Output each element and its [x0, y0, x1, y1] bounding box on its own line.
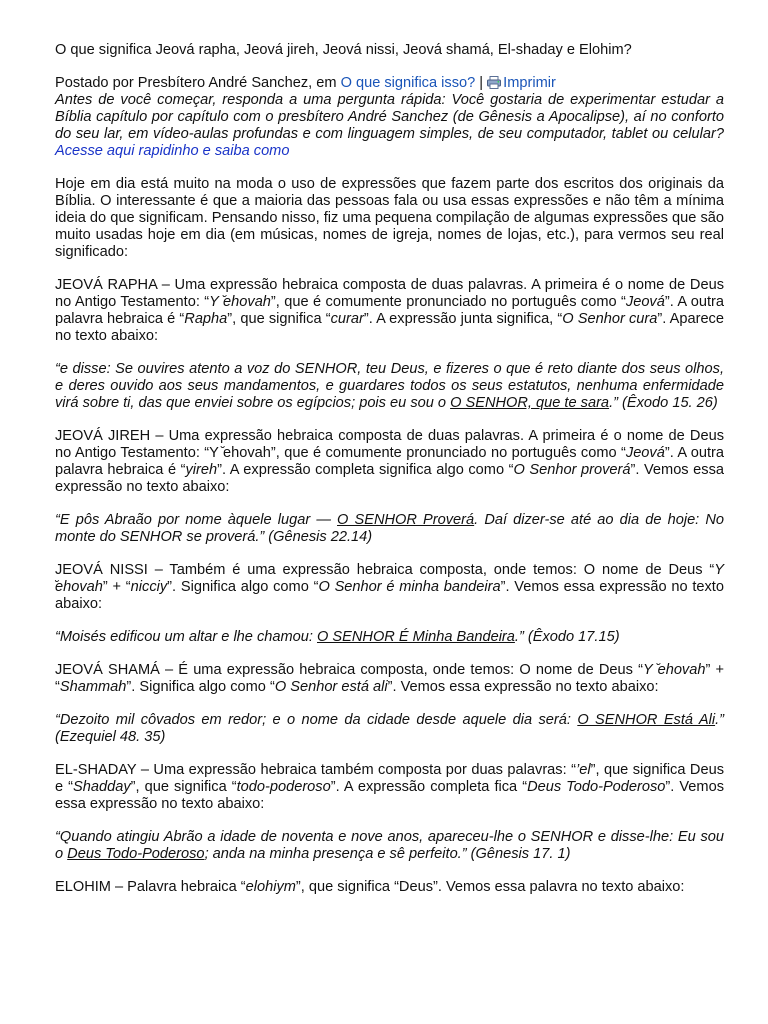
rapha-verse [55, 361, 724, 412]
nissi-verse-ref: .” (Êxodo 17.15) [514, 629, 620, 645]
shama-term-yehovah: Y ̆ehovah [642, 662, 706, 678]
shama-paragraph [55, 662, 724, 696]
rapha-term-rapha: Rapha [184, 311, 228, 327]
jireh-text-a: JEOVÁ JIREH – Uma expressão hebraica composta de duas palavras. A primeira é o nome de Deus no Antigo Testamento: “Y ̆ehovah”, que é comumente pronunciado no português como “ [55, 428, 724, 461]
rapha-paragraph [55, 277, 724, 345]
jireh-verse [55, 512, 724, 546]
shama-verse [55, 712, 724, 746]
rapha-term-yehovah: Y ̆ehovah [209, 294, 271, 310]
category-link[interactable]: O que significa isso? [340, 75, 476, 91]
shama-term-meaning: O Senhor está ali [274, 679, 388, 695]
elohim-term-elohiym: elohiym [245, 879, 296, 895]
shaday-paragraph [55, 762, 724, 813]
rapha-term-curar: curar [330, 311, 364, 327]
promo-link[interactable]: Acesse aqui rapidinho e saiba como [55, 143, 290, 159]
meta-separator: | [475, 75, 488, 91]
rapha-verse-text: “e disse: Se ouvires atento a voz do SENHOR, teu Deus, e fizeres o que é reto diante dos seus olhos, e deres ouvido aos seus mandamentos, e guardares todos os seus estatutos, nenhuma enfermidade virá sobre ti, das que enviei sobre os egípcios; pois eu sou o [55, 361, 724, 411]
shaday-verse-text: “Quando atingiu Abrão a idade de noventa e nove anos, apareceu-lhe o SENHOR e disse-lhe: Eu sou o [55, 829, 724, 862]
article-title: O que significa Jeová rapha, Jeová jireh, Jeová nissi, Jeová shamá, El-shaday e Elohim? [55, 42, 632, 58]
rapha-term-jeova: Jeová [625, 294, 665, 310]
printer-icon [487, 76, 501, 89]
shama-term-shammah: Shammah [59, 679, 127, 695]
jireh-verse-highlight: O SENHOR Proverá [337, 512, 475, 528]
shaday-term-el: ’el [575, 762, 591, 778]
shaday-text-a: EL-SHADAY – Uma expressão hebraica também composta por duas palavras: “ [55, 762, 576, 778]
shama-text-g: ”. Vemos essa expressão no texto abaixo: [387, 679, 659, 695]
rapha-text-c: ”, que é comumente pronunciado no português como “ [270, 294, 626, 310]
shaday-text-i: ”. Vemos essa expressão no texto abaixo: [55, 779, 724, 812]
jireh-paragraph [55, 428, 724, 496]
rapha-term-meaning: O Senhor cura [562, 311, 658, 327]
rapha-text-i: ”. A expressão junta significa, “ [363, 311, 563, 327]
rapha-text-g: ”, que significa “ [227, 311, 331, 327]
jireh-text-c: ”. A outra palavra hebraica é “ [55, 445, 724, 478]
jireh-text-e: ”. A expressão completa significa algo como “ [217, 462, 514, 478]
shama-text-e: ”. Significa algo como “ [126, 679, 275, 695]
nissi-verse-text: “Moisés edificou um altar e lhe chamou: [55, 629, 317, 645]
intro-paragraph: Hoje em dia está muito na moda o uso de expressões que fazem parte dos escritos dos originais da Bíblia. O interessante é que a maioria das pessoas fala ou usa essas expressões e não têm a mínima ideia do que significam. Pensando nisso, fiz uma pequena compilação de algumas expressões que são muito usadas hoje em dia (em músicas, nomes de igreja, nomes de lojas, etc.), para vermos seu real significado: [55, 176, 724, 260]
jireh-text-g: ”. Vemos essa expressão no texto abaixo: [55, 462, 724, 495]
shama-verse-highlight: O SENHOR Está Ali [577, 712, 716, 728]
nissi-text-a: JEOVÁ NISSI – Também é uma expressão hebraica composta, onde temos: O nome de Deus “ [55, 562, 715, 578]
promo-paragraph [55, 92, 724, 160]
rapha-text-a: JEOVÁ RAPHA – Uma expressão hebraica composta de duas palavras. A primeira é o nome de Deus no Antigo Testamento: “ [55, 277, 724, 310]
nissi-verse [55, 629, 724, 646]
nissi-term-nicciy: nicciy [130, 579, 168, 595]
shaday-text-e: ”, que significa “ [130, 779, 237, 795]
shaday-verse-ref: ; anda na minha presença e sê perfeito.” (Gênesis 17. 1) [204, 846, 571, 862]
nissi-text-e: ”. Significa algo como “ [167, 579, 319, 595]
nissi-paragraph [55, 562, 724, 613]
shaday-term-todo-poderoso: todo-poderoso [236, 779, 331, 795]
nissi-text-c: ” + “ [102, 579, 131, 595]
jireh-verse-ref: . Daí dizer-se até ao dia de hoje: No monte do SENHOR se proverá.” (Gênesis 22.14) [55, 512, 725, 545]
nissi-verse-highlight: O SENHOR É Minha Bandeira [317, 629, 515, 645]
print-link[interactable] [487, 75, 556, 91]
shaday-term-meaning: Deus Todo-Poderoso [527, 779, 666, 795]
shama-text-c: ” + “ [55, 662, 724, 695]
elohim-text-a: ELOHIM – Palavra hebraica “ [55, 879, 246, 895]
shama-verse-text: “Dezoito mil côvados em redor; e o nome da cidade desde aquele dia será: [55, 712, 578, 728]
nissi-term-meaning: O Senhor é minha bandeira [318, 579, 501, 595]
rapha-verse-ref: .” (Êxodo 15. 26) [609, 395, 718, 411]
rapha-text-e: ”. A outra palavra hebraica é “ [55, 294, 724, 327]
shaday-term-shadday: Shadday [73, 779, 131, 795]
jireh-verse-text: “E pôs Abraão por nome àquele lugar — [55, 512, 338, 528]
shaday-text-c: ”, que significa Deus e “ [55, 762, 724, 795]
rapha-verse-highlight: O SENHOR, que te sara [450, 395, 610, 411]
print-label: Imprimir [503, 75, 556, 91]
elohim-text-c: ”, que significa “Deus”. Vemos essa palavra no texto abaixo: [295, 879, 685, 895]
shama-text-a: JEOVÁ SHAMÁ – É uma expressão hebraica composta, onde temos: O nome de Deus “ [55, 662, 643, 678]
posted-by-text: Postado por Presbítero André Sanchez, em [55, 75, 341, 91]
shaday-text-g: ”. A expressão completa fica “ [330, 779, 528, 795]
jireh-term-meaning: O Senhor proverá [513, 462, 631, 478]
shaday-verse [55, 829, 724, 863]
elohim-paragraph [55, 879, 724, 896]
post-meta [55, 75, 724, 92]
shama-verse-ref: .” (Ezequiel 48. 35) [55, 712, 724, 745]
nissi-text-g: ”. Vemos essa expressão no texto abaixo: [55, 579, 724, 612]
nissi-term-yehovah: Y ̆ehovah [55, 562, 724, 595]
rapha-text-k: ”. Aparece no texto abaixo: [55, 311, 724, 344]
shaday-verse-highlight: Deus Todo-Poderoso [67, 846, 205, 862]
promo-text: Antes de você começar, responda a uma pergunta rápida: Você gostaria de experimentar estudar a Bíblia capítulo por capítulo com o presbítero André Sanchez (de Gênesis a Apocalipse), aí no conforto do seu lar, em vídeo-aulas profundas e com linguagem simples, de seu computador, tablet ou celular? [55, 92, 724, 142]
jireh-term-yireh: yireh [185, 462, 218, 478]
jireh-term-jeova: Jeová [625, 445, 665, 461]
